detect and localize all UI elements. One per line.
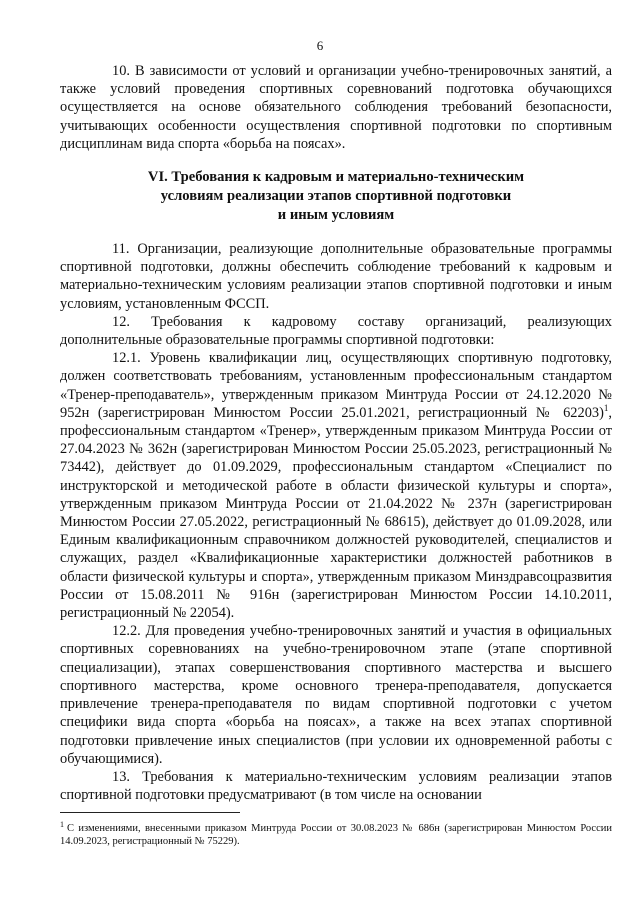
document-body [60,62,612,804]
paragraph-11: 11. Организации, реализующие дополнительные образовательные программы спортивной подготовки, должны обеспечить соблюдение требований к кадровым и материально-техническим условиям реализации этапов спортивной подготовки и иным условиям, установленным ФССП. [60,241,612,312]
paragraph-12-1-part-a: 12.1. Уровень квалификации лиц, осуществляющих спортивную подготовку, должен соответствовать требованиям, установленным профессиональным стандартом «Тренер-преподаватель», утвержденным приказом Минтруда России от 24.12.2020 № 952н (зарегистрирован Минюстом России 25.01.2021, регистрационный № 62203) [60,350,612,421]
section-heading [60,168,612,225]
section-heading-line-2: условиям реализации этапов спортивной подготовки [160,188,512,205]
footnote-text: С изменениями, внесенными приказом Минтруда России от 30.08.2023 № 686н (зарегистрирован Минюстом России 14.09.2023, регистрационный № 75229). [60,823,612,847]
section-heading-line-3: и иным условиям [277,207,395,224]
paragraph-13: 13. Требования к материально-техническим условиям реализации этапов спортивной подготовки предусматривают (в том числе на основании [60,768,612,804]
paragraph-12: 12. Требования к кадровому составу организаций, реализующих дополнительные образовательные программы спортивной подготовки: [60,313,612,349]
paragraph-10: 10. В зависимости от условий и организации учебно-тренировочных занятий, а также условий проведения спортивных соревнований подготовка обучающихся осуществляется на основе обязательного соблюдения требований безопасности, учитывающих особенности осуществления спортивной подготовки по спортивным дисциплинам вида спорта «борьба на поясах». [60,63,612,152]
footnote [60,819,612,848]
paragraph-12-1-part-b: , профессиональным стандартом «Тренер», утвержденным приказом Минтруда России от 27.04.2023 № 362н (зарегистрирован Минюстом России 25.05.2023, регистрационный № 73442), действует до 01.09.2029, профессиональным стандартом «Специалист по инструкторской и методической работе в области физической культуры и спорта», утвержденным приказом Минтруда России от 21.04.2022 № 237н (зарегистрирован Минюстом России 27.05.2022, регистрационный № 68615), действует до 01.09.2028, или Единым квалификационным справочником должностей руководителей, специалистов и служащих, раздел «Квалификационные характеристики должностей работников в области физической культуры и спорта», утвержденным приказом Минздравсоцразвития России от 15.08.2011 № 916н (зарегистрирован Минюстом России 14.10.2011, регистрационный № 22054). [60,404,612,622]
paragraph-12-1 [60,349,612,622]
footnote-mark: 1 [60,819,64,829]
footnote-divider [60,812,240,813]
footnote-reference[interactable]: 1 [603,403,609,414]
section-heading-line-1: VI. Требования к кадровым и материально-техническим [147,169,525,186]
page-number: 6 [316,38,324,53]
paragraph-12-2: 12.2. Для проведения учебно-тренировочных занятий и участия в официальных спортивных соревнованиях на учебно-тренировочном этапе (этапе спортивной специализации), этапах совершенствования спортивного мастерства и высшего спортивного мастерства, кроме основного тренера-преподавателя, допускается привлечение тренера-преподавателя по видам спортивной подготовки с учетом специфики вида спорта «борьба на поясах», а также на всех этапах спортивной подготовки привлечение иных специалистов (при условии их одновременной работы с обучающимися). [60,623,612,767]
